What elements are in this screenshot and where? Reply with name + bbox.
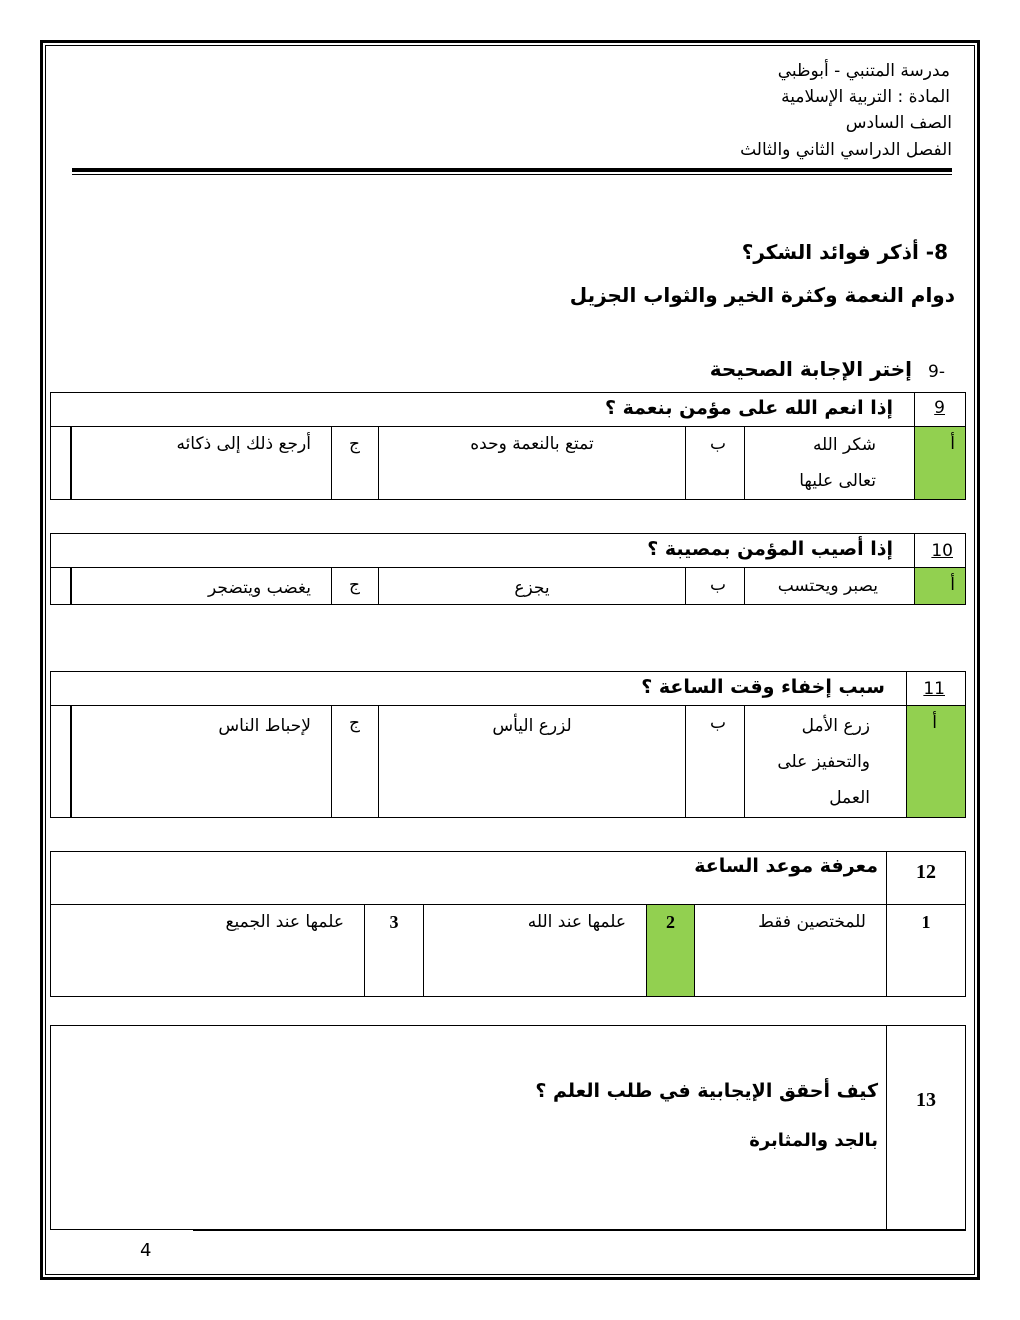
option-2[interactable]: علمها عند الله: [423, 904, 647, 997]
option-1[interactable]: للمختصين فقط: [694, 904, 887, 997]
option-letter-a: أ: [914, 426, 966, 500]
footer-line: [193, 1229, 966, 1231]
option-c[interactable]: لإحباط الناس: [70, 705, 332, 818]
header-divider: [72, 168, 952, 172]
q13-text: كيف أحقق الإيجابية في طلب العلم ؟: [535, 1080, 878, 1102]
option-letter-a: أ: [914, 567, 966, 605]
option-number-1: 1: [886, 904, 966, 997]
grade: الصف السادس: [845, 113, 952, 133]
subject: المادة : التربية الإسلامية: [781, 87, 950, 107]
term: الفصل الدراسي الثاني والثالث: [740, 140, 952, 160]
q13-number: 13: [886, 1025, 966, 1230]
option-a[interactable]: شكر الله تعالى عليها: [744, 426, 915, 500]
q8-answer: دوام النعمة وكثرة الخير والثواب الجزيل: [569, 283, 955, 307]
option-letter-b: ب: [685, 567, 745, 605]
section-heading: إختر الإجابة الصحيحة: [709, 357, 912, 381]
q12-number: 12: [886, 851, 966, 905]
option-letter-c: ج: [331, 426, 379, 500]
q12-text: معرفة موعد الساعة: [50, 851, 887, 905]
option-b[interactable]: تمتع بالنعمة وحده: [378, 426, 686, 500]
empty-cell: [50, 705, 72, 818]
option-a[interactable]: زرع الأمل والتحفيز على العمل: [744, 705, 907, 818]
q9-number: 9: [914, 392, 966, 427]
option-c[interactable]: أرجع ذلك إلى ذكائه: [70, 426, 332, 500]
empty-cell: [50, 567, 72, 605]
option-letter-c: ج: [331, 705, 379, 818]
header-divider-thin: [72, 174, 952, 175]
q9-number: -9: [928, 362, 945, 382]
option-letter-a: أ: [906, 705, 966, 818]
q10-number: 10: [914, 533, 966, 568]
option-number-2: 2: [646, 904, 695, 997]
option-letter-b: ب: [685, 426, 745, 500]
q9-text: إذا انعم الله على مؤمن بنعمة ؟: [50, 392, 966, 427]
q13-answer: بالجد والمثابرة: [749, 1130, 878, 1151]
option-a[interactable]: يصبر ويحتسب: [744, 567, 915, 605]
page-number: 4: [140, 1240, 152, 1261]
option-letter-c: ج: [331, 567, 379, 605]
option-b[interactable]: يجزع: [378, 567, 686, 605]
option-letter-b: ب: [685, 705, 745, 818]
option-b[interactable]: لزرع اليأس: [378, 705, 686, 818]
q11-text: سبب إخفاء وقت الساعة ؟: [50, 671, 966, 706]
q13-body: [50, 1025, 887, 1230]
q10-text: إذا أصيب المؤمن بمصيبة ؟: [50, 533, 966, 568]
empty-cell: [50, 426, 72, 500]
school-name: مدرسة المتنبي - أبوظبي: [777, 61, 950, 81]
q11-number: 11: [906, 671, 966, 706]
q8-question: 8- أذكر فوائد الشكر؟: [741, 240, 948, 264]
option-3[interactable]: علمها عند الجميع: [50, 904, 365, 997]
option-number-3: 3: [364, 904, 424, 997]
option-c[interactable]: يغضب ويتضجر: [70, 567, 332, 605]
